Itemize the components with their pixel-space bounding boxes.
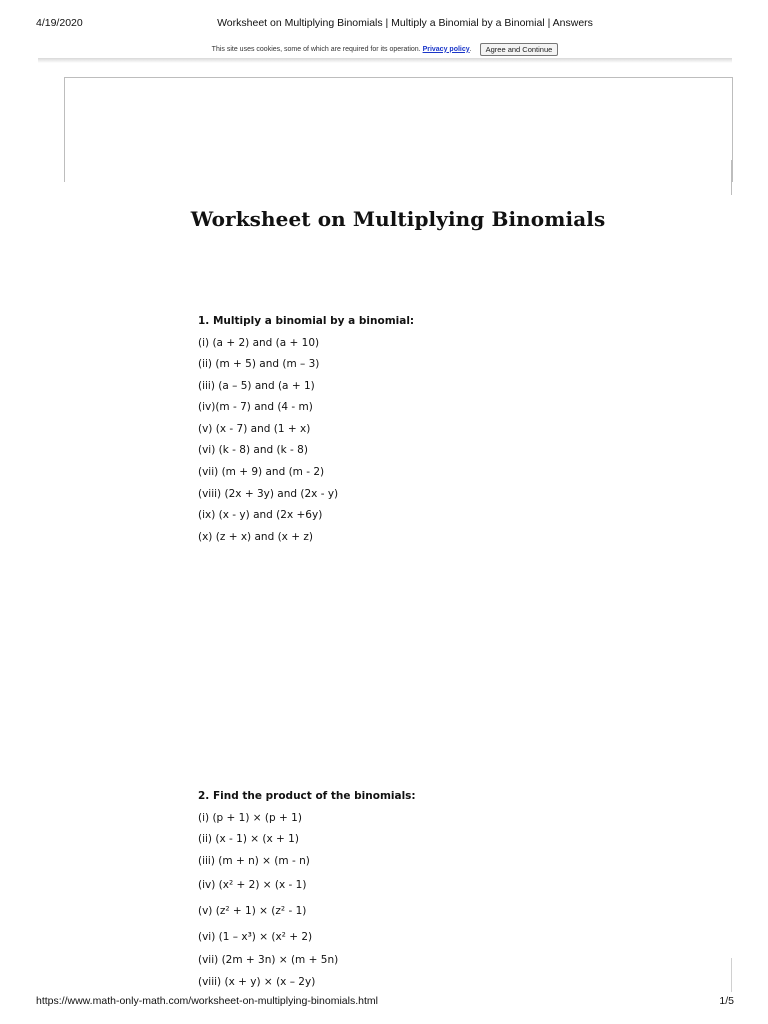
exercise-item: (vi) (k - 8) and (k - 8) (198, 444, 308, 457)
page-indicator: 1/5 (719, 995, 734, 1007)
cookie-notice-text: This site uses cookies, some of which are required for its operation. Privacy policy. (211, 45, 472, 53)
content-edge-line (731, 958, 732, 992)
exercise-item: (ii) (m + 5) and (m – 3) (198, 358, 320, 371)
exercise-item: (vii) (m + 9) and (m - 2) (198, 466, 325, 479)
cookie-notice (38, 40, 732, 58)
exercise-item: (i) (a + 2) and (a + 10) (198, 336, 320, 349)
exercise-item: (viii) (x + y) × (x – 2y) (198, 975, 316, 988)
print-header (36, 17, 734, 31)
exercise-section-1 (198, 311, 414, 548)
print-url: https://www.math-only-math.com/worksheet-on-multiplying-binomials.html (36, 995, 378, 1007)
agree-continue-button[interactable]: Agree and Continue (480, 43, 559, 56)
content-edge-line (731, 160, 732, 195)
print-footer (36, 995, 734, 1009)
section-heading: 1. Multiply a binomial by a binomial: (198, 315, 415, 327)
page-title: Worksheet on Multiplying Binomials (190, 207, 606, 231)
exercise-item: (ii) (x - 1) × (x + 1) (198, 833, 299, 846)
print-page-title: Worksheet on Multiplying Binomials | Multiply a Binomial by a Binomial | Answers (217, 17, 593, 29)
exercise-item: (iv)(m - 7) and (4 - m) (198, 401, 313, 414)
ad-placeholder (64, 77, 733, 182)
exercise-item: (vi) (1 – x³) × (x² + 2) (198, 931, 313, 944)
print-date: 4/19/2020 (36, 17, 83, 29)
exercise-item: (ix) (x - y) and (2x +6y) (198, 509, 323, 522)
exercise-item: (vii) (2m + 3n) × (m + 5n) (198, 954, 339, 967)
exercise-item: (i) (p + 1) × (p + 1) (198, 811, 302, 824)
exercise-section-2 (198, 786, 416, 993)
privacy-policy-link[interactable]: Privacy policy (422, 45, 470, 53)
exercise-item: (viii) (2x + 3y) and (2x - y) (198, 487, 339, 500)
exercise-item: (x) (z + x) and (x + z) (198, 530, 313, 543)
exercise-item: (v) (x - 7) and (1 + x) (198, 422, 311, 435)
exercise-item: (iii) (m + n) × (m - n) (198, 854, 310, 867)
exercise-item: (iv) (x² + 2) × (x - 1) (198, 879, 307, 892)
cookie-bar-shadow (38, 58, 732, 63)
exercise-item: (v) (z² + 1) × (z² - 1) (198, 905, 307, 918)
section-heading: 2. Find the product of the binomials: (198, 790, 416, 802)
exercise-item: (iii) (a – 5) and (a + 1) (198, 379, 315, 392)
